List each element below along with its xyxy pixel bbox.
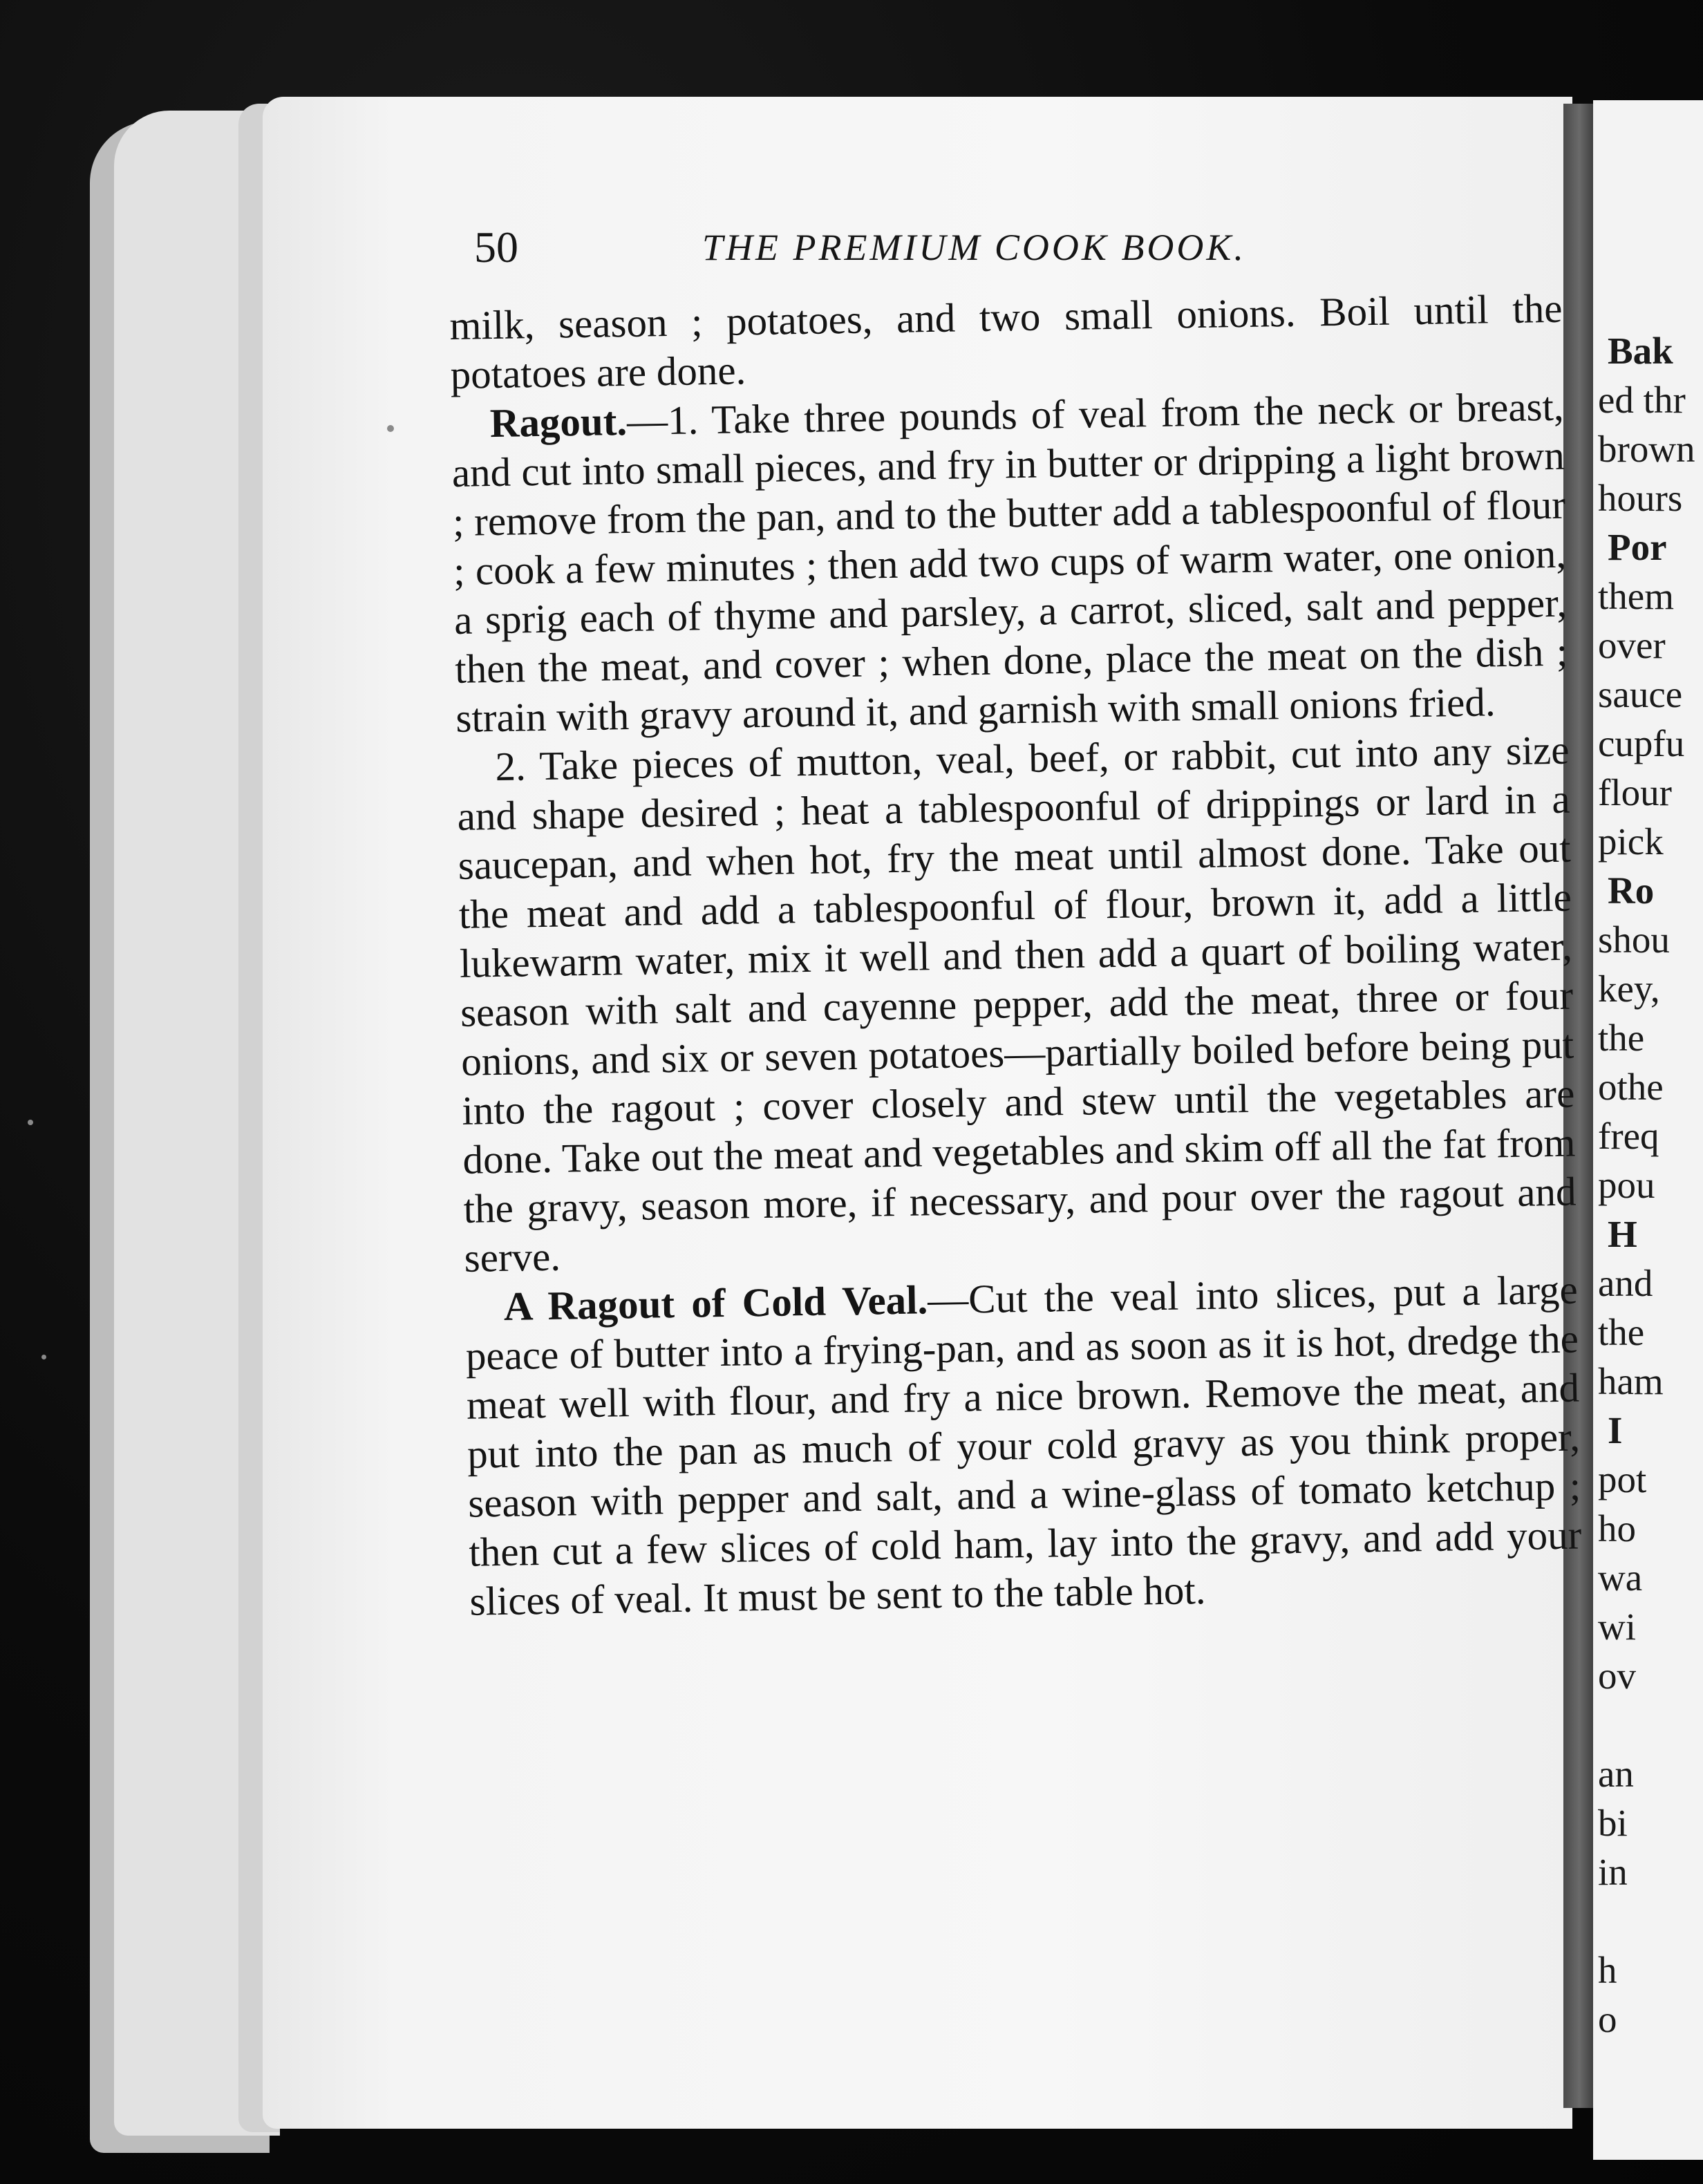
paragraph-text: 2. Take pieces of mutton, veal, beef, or rabbit, cut into any size and shape desired ; heat a tablespoonful of drippings or lard in a saucepan, and when hot, fry the meat until almost done. Take out the meat and add a tablespoonful of flour, brown it, add a little lukewarm water, mix it well and then add a quart of boiling water, season with salt and cayenne pepper, add the meat, three or four onions, and six or seven potatoes—partially boiled before being put into the ragout ; cover closely and stew until the vegetables are done. Take out the meat and vegetables and skim off all the fat from the gravy, season more, if necessary, and pour over the ragout and serve. bbox=[457, 726, 1577, 1281]
paragraph-ragout-cold-veal bbox=[464, 1265, 1583, 1626]
running-title: THE PREMIUM COOK BOOK. bbox=[702, 227, 1246, 268]
right-page-line: shou bbox=[1598, 919, 1670, 961]
right-page-line bbox=[1598, 1896, 1703, 1946]
right-page-line: H bbox=[1608, 1213, 1637, 1255]
right-page-line: h bbox=[1598, 1949, 1617, 1991]
dust-speck bbox=[387, 425, 394, 432]
right-page-line: cupfu bbox=[1598, 722, 1685, 764]
right-page-line: key, bbox=[1598, 968, 1660, 1010]
right-page-line: othe bbox=[1598, 1066, 1664, 1108]
right-page-line: pick bbox=[1598, 820, 1664, 863]
right-page-line: the bbox=[1598, 1311, 1645, 1353]
right-page-line: bi bbox=[1598, 1802, 1628, 1844]
right-page-line: in bbox=[1598, 1851, 1628, 1893]
right-page-line: wa bbox=[1598, 1556, 1643, 1599]
right-page-line: them bbox=[1598, 575, 1674, 617]
right-page-line: ham bbox=[1598, 1360, 1664, 1402]
right-page-line: hours bbox=[1598, 477, 1683, 519]
right-page-line: I bbox=[1608, 1409, 1623, 1451]
dust-speck bbox=[41, 1355, 46, 1359]
right-page-line: freq bbox=[1598, 1115, 1659, 1157]
dust-speck bbox=[28, 1120, 33, 1125]
page-header bbox=[474, 220, 1359, 275]
recipe-heading: A Ragout of Cold Veal. bbox=[503, 1277, 928, 1329]
right-page-line: and bbox=[1598, 1262, 1653, 1304]
recipe-text bbox=[449, 284, 1583, 1626]
right-page-line: pot bbox=[1598, 1458, 1647, 1500]
right-page-line: flour bbox=[1598, 771, 1672, 813]
right-page-line: wi bbox=[1598, 1606, 1636, 1648]
right-page-line: o bbox=[1598, 1998, 1617, 2040]
paragraph-text: —1. Take three pounds of veal from the neck or breast, and cut into small pieces, and fry in butter or dripping a light brown ; remove from the pan, and to the butter add a tablespoonful of flour ; cook a few minutes ; then add two cups of warm water, one onion, a sprig each of thyme and parsley, a carrot, sliced, salt and pepper, then the meat, and cover ; when done, place the meat on the dish ; strain with gravy around it, and garnish with small onions fried. bbox=[451, 383, 1568, 741]
right-page-line bbox=[1598, 1700, 1703, 1749]
paragraph-continuation bbox=[449, 284, 1563, 399]
right-page-line: pou bbox=[1598, 1164, 1655, 1206]
right-page-line: an bbox=[1598, 1753, 1634, 1795]
paragraph-ragout-2 bbox=[456, 726, 1577, 1283]
recipe-heading: Ragout. bbox=[489, 397, 628, 446]
right-page-line: Bak bbox=[1608, 330, 1673, 372]
right-page-line: Por bbox=[1608, 526, 1667, 568]
right-page-text-fragments bbox=[1598, 326, 1703, 2044]
right-page-line: ed thr bbox=[1598, 379, 1686, 421]
paragraph-text: milk, season ; potatoes, and two small onions. Boil until the potatoes are done. bbox=[449, 285, 1563, 397]
right-page-line: the bbox=[1598, 1017, 1645, 1059]
right-page-line: brown bbox=[1598, 428, 1695, 470]
right-page-line: Ro bbox=[1608, 869, 1655, 912]
right-page-line: ov bbox=[1598, 1655, 1636, 1697]
paragraph-text: —Cut the veal into slices, put a large peace of butter into a frying-pan, and as soon as it is hot, dredge the meat well with flour, and fry a nice brown. Remove the meat, and put into the pan as much of your cold gravy as you think proper, season with pepper and salt, and a wine-glass of tomato ketchup ; then cut a few slices of cold ham, lay into the gravy, and add your slices of veal. It must be sent to the table hot. bbox=[465, 1266, 1582, 1624]
paragraph-ragout-1 bbox=[451, 382, 1569, 743]
page-number: 50 bbox=[474, 223, 518, 272]
right-page-line: sauce bbox=[1598, 673, 1683, 715]
right-page-line: ho bbox=[1598, 1507, 1636, 1550]
right-page-line: over bbox=[1598, 624, 1666, 666]
